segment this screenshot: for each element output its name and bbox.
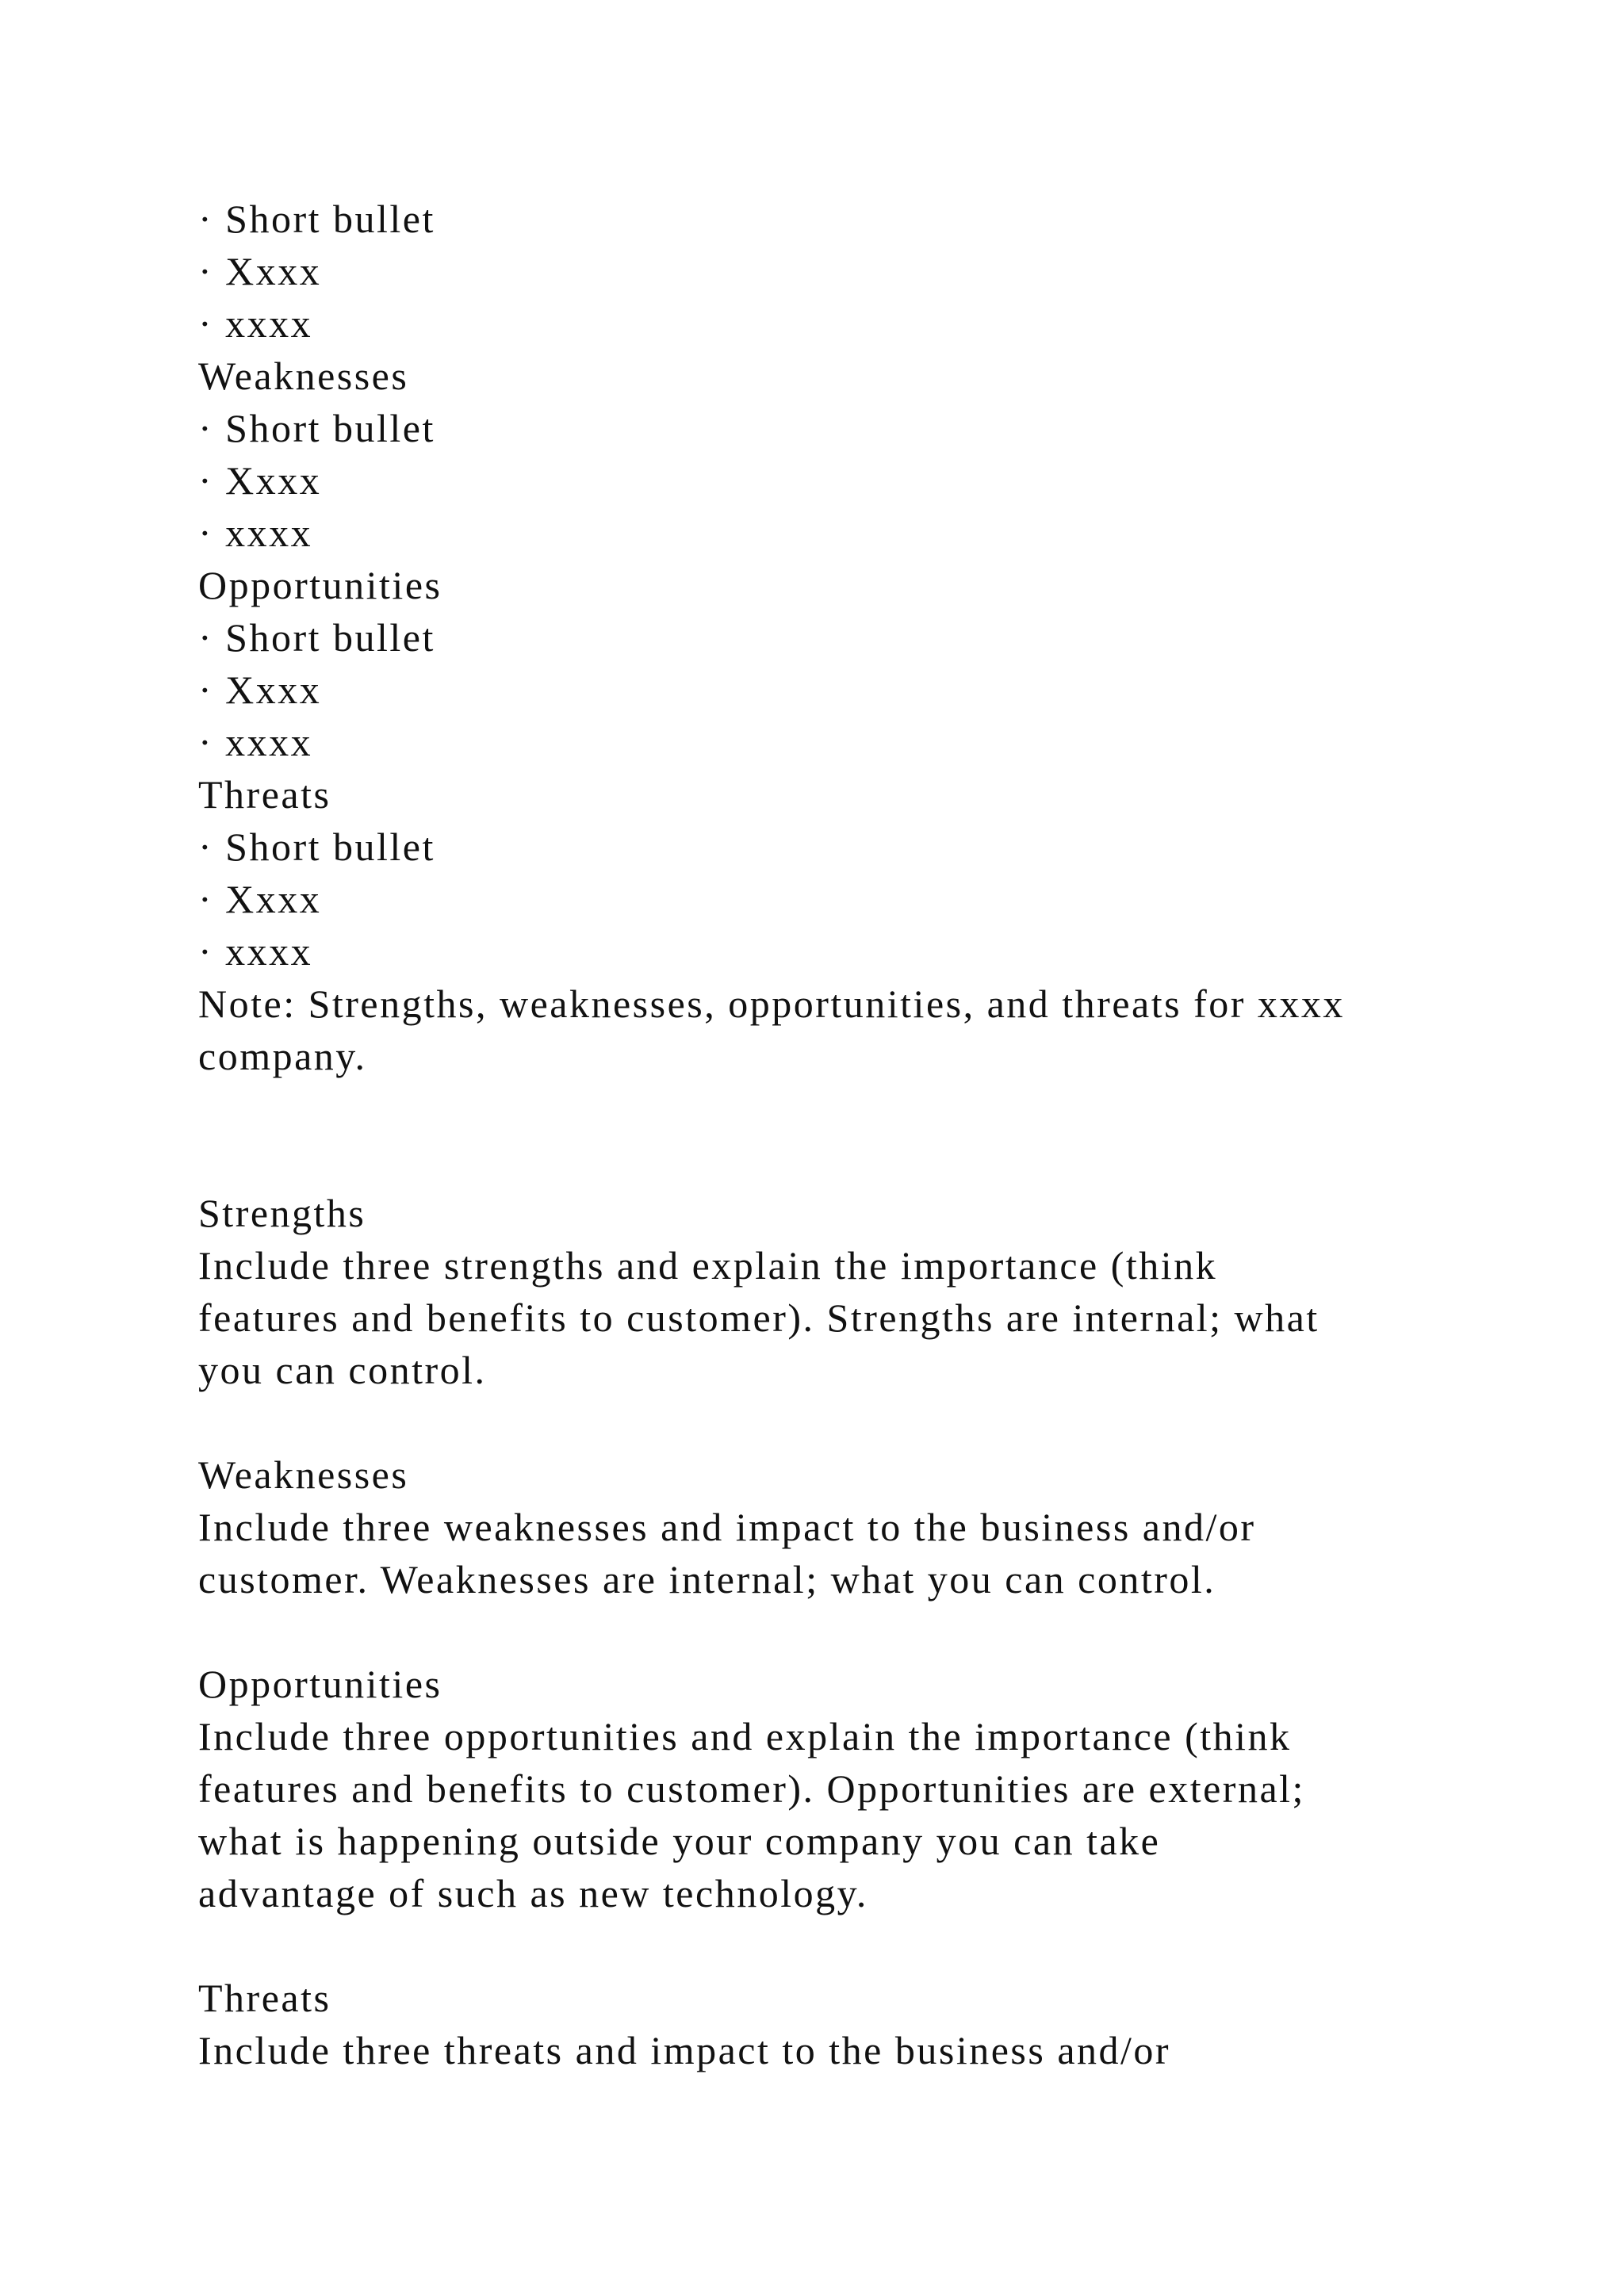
heading-threats: Threats	[198, 772, 331, 817]
bullet-item: · Short bullet	[198, 825, 435, 869]
spacer	[198, 1135, 1499, 1187]
spacer	[198, 1082, 1499, 1135]
spacer	[198, 1396, 1499, 1448]
bullet-item: · Short bullet	[198, 406, 435, 450]
paragraph-line: Include three weaknesses and impact to the business and/or	[198, 1505, 1256, 1549]
bullet-item: · xxxx	[198, 720, 313, 764]
paragraph-line: Include three opportunities and explain the importance (think	[198, 1714, 1292, 1758]
spacer	[198, 1605, 1499, 1658]
bullet-item: · xxxx	[198, 301, 313, 346]
paragraph-line: features and benefits to customer). Opportunities are external;	[198, 1766, 1305, 1811]
section-heading-threats: Threats	[198, 1976, 331, 2020]
heading-weaknesses: Weaknesses	[198, 354, 409, 398]
bullet-item: · Xxxx	[198, 668, 322, 712]
paragraph-line: you can control.	[198, 1348, 487, 1392]
paragraph-line: Include three threats and impact to the business and/or	[198, 2028, 1171, 2072]
paragraph-line: features and benefits to customer). Strengths are internal; what	[198, 1295, 1320, 1340]
bullet-item: · xxxx	[198, 929, 313, 974]
note-line: Note: Strengths, weaknesses, opportunities, and threats for xxxx	[198, 982, 1345, 1026]
paragraph-line: what is happening outside your company you can take	[198, 1819, 1161, 1863]
bullet-item: · Xxxx	[198, 249, 322, 293]
paragraph-line: Include three strengths and explain the importance (think	[198, 1243, 1218, 1288]
note-line: company.	[198, 1034, 367, 1078]
paragraph-line: customer. Weaknesses are internal; what you can control.	[198, 1557, 1216, 1601]
document-body	[198, 193, 1499, 2076]
bullet-item: · Short bullet	[198, 197, 435, 241]
bullet-item: · Short bullet	[198, 615, 435, 660]
spacer	[198, 1919, 1499, 1972]
section-heading-opportunities: Opportunities	[198, 1662, 442, 1706]
paragraph-line: advantage of such as new technology.	[198, 1871, 868, 1915]
bullet-item: · Xxxx	[198, 458, 322, 503]
heading-opportunities: Opportunities	[198, 563, 442, 607]
bullet-item: · xxxx	[198, 511, 313, 555]
section-heading-weaknesses: Weaknesses	[198, 1452, 409, 1497]
bullet-item: · Xxxx	[198, 877, 322, 921]
section-heading-strengths: Strengths	[198, 1191, 366, 1235]
